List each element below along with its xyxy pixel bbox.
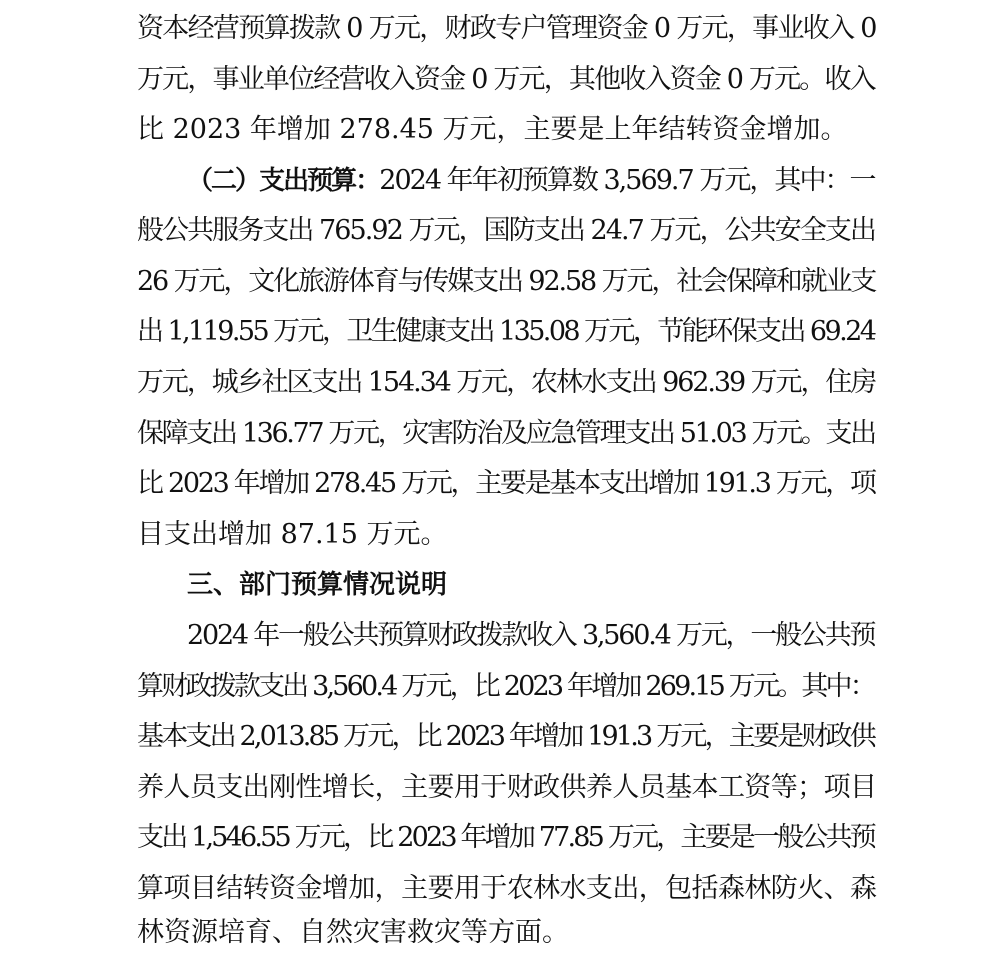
text-line: [137, 54, 877, 105]
text-line-content: 万元，城乡社区支出 154.34 万元，农林水支出 962.39 万元，住房: [137, 367, 876, 398]
text-line: [137, 762, 877, 813]
text-line-content: 比 2023 年增加 278.45 万元，主要是基本支出增加 191.3 万元，项: [137, 468, 875, 499]
text-line: [137, 408, 877, 459]
expenditure-label: （二）支出预算：: [187, 166, 380, 196]
section-heading: 三、部门预算情况说明: [187, 570, 448, 600]
text-line-content: 养人员支出刚性增长，主要用于财政供养人员基本工资等；项目: [137, 772, 877, 803]
text-line: [137, 306, 877, 357]
text-line-content: 出 1,119.55 万元，卫生健康支出 135.08 万元，节能环保支出 69.24: [137, 316, 875, 347]
text-line-content: 目支出增加 87.15 万元。: [137, 519, 448, 550]
text-line: [137, 357, 877, 408]
text-line-content: 万元，事业单位经营收入资金 0 万元，其他收入资金 0 万元。收入: [137, 64, 875, 95]
text-line-content: 保障支出 136.77 万元，灾害防治及应急管理支出 51.03 万元。支出: [137, 418, 875, 449]
text-line: [137, 3, 877, 54]
text-line: [137, 458, 877, 509]
text-line-content: 2024 年年初预算数 3,569.7 万元，其中：一: [379, 165, 875, 196]
text-line: [137, 205, 877, 256]
text-line: [137, 812, 877, 863]
text-line: [137, 256, 877, 307]
text-line: [137, 907, 877, 958]
text-line-content: 比 2023 年增加 278.45 万元，主要是上年结转资金增加。: [137, 114, 848, 145]
text-line-content: 算项目结转资金增加，主要用于农林水支出，包括森林防火、森: [137, 873, 877, 904]
text-line-content: 林资源培育、自然灾害救灾等方面。: [137, 917, 569, 948]
text-line-content: 26 万元，文化旅游体育与传媒支出 92.58 万元，社会保障和就业支: [137, 266, 876, 297]
text-line-content: 算财政拨款支出 3,560.4 万元，比 2023 年增加 269.15 万元。其中：: [137, 671, 874, 702]
text-line: [187, 610, 877, 661]
text-line: [137, 661, 877, 712]
text-line: [137, 509, 877, 560]
text-line-content: 支出 1,546.55 万元，比 2023 年增加 77.85 万元，主要是一般公共预: [137, 822, 874, 853]
text-line-content: 2024 年一般公共预算财政拨款收入 3,560.4 万元，一般公共预: [187, 620, 875, 651]
text-line-content: 基本支出 2,013.85 万元，比 2023 年增加 191.3 万元，主要是财政供: [137, 721, 874, 752]
text-line-content: 资本经营预算拨款 0 万元，财政专户管理资金 0 万元，事业收入 0: [137, 13, 876, 44]
text-line: [137, 104, 877, 155]
text-line: [137, 711, 877, 762]
text-line: [187, 155, 877, 206]
text-line-content: 般公共服务支出 765.92 万元，国防支出 24.7 万元，公共安全支出: [137, 215, 875, 246]
